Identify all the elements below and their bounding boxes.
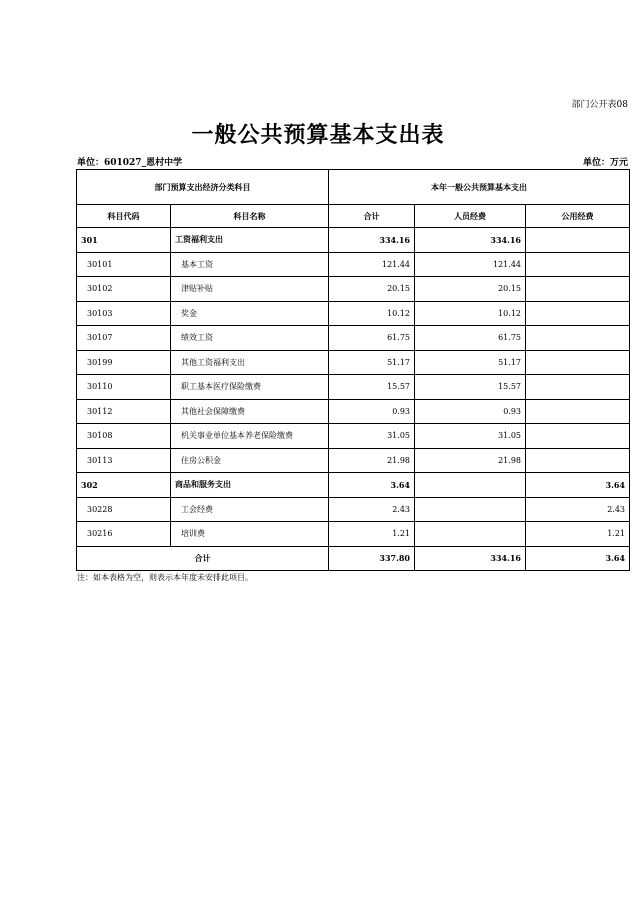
cell-personnel: 334.16 — [415, 228, 526, 253]
cell-public — [526, 326, 630, 351]
header-personnel: 人员经费 — [415, 205, 526, 228]
cell-code: 30108 — [77, 424, 171, 449]
cell-code: 30103 — [77, 301, 171, 326]
cell-public — [526, 228, 630, 253]
cell-code: 301 — [77, 228, 171, 253]
cell-total: 334.16 — [329, 228, 415, 253]
cell-public — [526, 252, 630, 277]
cell-public — [526, 350, 630, 375]
cell-code: 30107 — [77, 326, 171, 351]
table-row — [77, 497, 630, 522]
table-row — [77, 252, 630, 277]
cell-personnel: 51.17 — [415, 350, 526, 375]
cell-name: 津贴补贴 — [171, 277, 329, 302]
header-total: 合计 — [329, 205, 415, 228]
cell-personnel: 0.93 — [415, 399, 526, 424]
header-group-economic-class: 部门预算支出经济分类科目 — [77, 170, 329, 205]
cell-public — [526, 448, 630, 473]
cell-public — [526, 424, 630, 449]
cell-total: 21.98 — [329, 448, 415, 473]
cell-code: 30112 — [77, 399, 171, 424]
cell-code: 302 — [77, 473, 171, 498]
cell-personnel: 15.57 — [415, 375, 526, 400]
cell-public: 3.64 — [526, 473, 630, 498]
cell-code: 30101 — [77, 252, 171, 277]
cell-public: 2.43 — [526, 497, 630, 522]
cell-code: 30110 — [77, 375, 171, 400]
cell-personnel: 121.44 — [415, 252, 526, 277]
header-code: 科目代码 — [77, 205, 171, 228]
cell-name: 机关事业单位基本养老保险缴费 — [171, 424, 329, 449]
total-public: 3.64 — [526, 546, 630, 571]
cell-total: 31.05 — [329, 424, 415, 449]
form-code: 部门公开表08 — [571, 100, 628, 110]
cell-total: 15.57 — [329, 375, 415, 400]
table-row — [77, 399, 630, 424]
cell-code: 30228 — [77, 497, 171, 522]
cell-name: 培训费 — [171, 522, 329, 547]
cell-public: 1.21 — [526, 522, 630, 547]
budget-table — [76, 169, 630, 571]
cell-total: 1.21 — [329, 522, 415, 547]
cell-code: 30199 — [77, 350, 171, 375]
total-sum: 337.80 — [329, 546, 415, 571]
footnote: 注：如本表格为空，则表示本年度未安排此项目。 — [77, 573, 253, 582]
table-group-header-row — [77, 170, 630, 205]
cell-personnel: 21.98 — [415, 448, 526, 473]
cell-name: 基本工资 — [171, 252, 329, 277]
cell-personnel — [415, 473, 526, 498]
cell-code: 30102 — [77, 277, 171, 302]
cell-name: 其他社会保障缴费 — [171, 399, 329, 424]
cell-total: 61.75 — [329, 326, 415, 351]
total-personnel: 334.16 — [415, 546, 526, 571]
header-group-basic-expenditure: 本年一般公共预算基本支出 — [329, 170, 630, 205]
table-row — [77, 350, 630, 375]
cell-total: 121.44 — [329, 252, 415, 277]
cell-public — [526, 375, 630, 400]
cell-total: 10.12 — [329, 301, 415, 326]
cell-name: 工会经费 — [171, 497, 329, 522]
cell-personnel: 31.05 — [415, 424, 526, 449]
table-row — [77, 301, 630, 326]
table-row — [77, 326, 630, 351]
table-row — [77, 228, 630, 253]
header-name: 科目名称 — [171, 205, 329, 228]
cell-name: 职工基本医疗保险缴费 — [171, 375, 329, 400]
table-row — [77, 473, 630, 498]
table-column-header-row — [77, 205, 630, 228]
cell-personnel: 10.12 — [415, 301, 526, 326]
cell-total: 51.17 — [329, 350, 415, 375]
cell-public — [526, 399, 630, 424]
cell-total: 20.15 — [329, 277, 415, 302]
unit-organization: 单位：601027_恩村中学 — [77, 158, 183, 168]
table-row — [77, 448, 630, 473]
cell-total: 3.64 — [329, 473, 415, 498]
cell-name: 住房公积金 — [171, 448, 329, 473]
cell-name: 工资福利支出 — [171, 228, 329, 253]
table-row — [77, 277, 630, 302]
cell-personnel — [415, 497, 526, 522]
table-row — [77, 522, 630, 547]
cell-total: 0.93 — [329, 399, 415, 424]
table-total-row — [77, 546, 630, 571]
cell-public — [526, 277, 630, 302]
cell-personnel: 20.15 — [415, 277, 526, 302]
cell-personnel: 61.75 — [415, 326, 526, 351]
cell-public — [526, 301, 630, 326]
page-title: 一般公共预算基本支出表 — [191, 123, 445, 148]
cell-name: 绩效工资 — [171, 326, 329, 351]
table-row — [77, 375, 630, 400]
cell-name: 奖金 — [171, 301, 329, 326]
cell-total: 2.43 — [329, 497, 415, 522]
total-label: 合计 — [77, 546, 329, 571]
header-public: 公用经费 — [526, 205, 630, 228]
cell-name: 其他工资福利支出 — [171, 350, 329, 375]
cell-code: 30216 — [77, 522, 171, 547]
cell-personnel — [415, 522, 526, 547]
cell-code: 30113 — [77, 448, 171, 473]
table-row — [77, 424, 630, 449]
unit-currency: 单位：万元 — [582, 158, 628, 168]
cell-name: 商品和服务支出 — [171, 473, 329, 498]
